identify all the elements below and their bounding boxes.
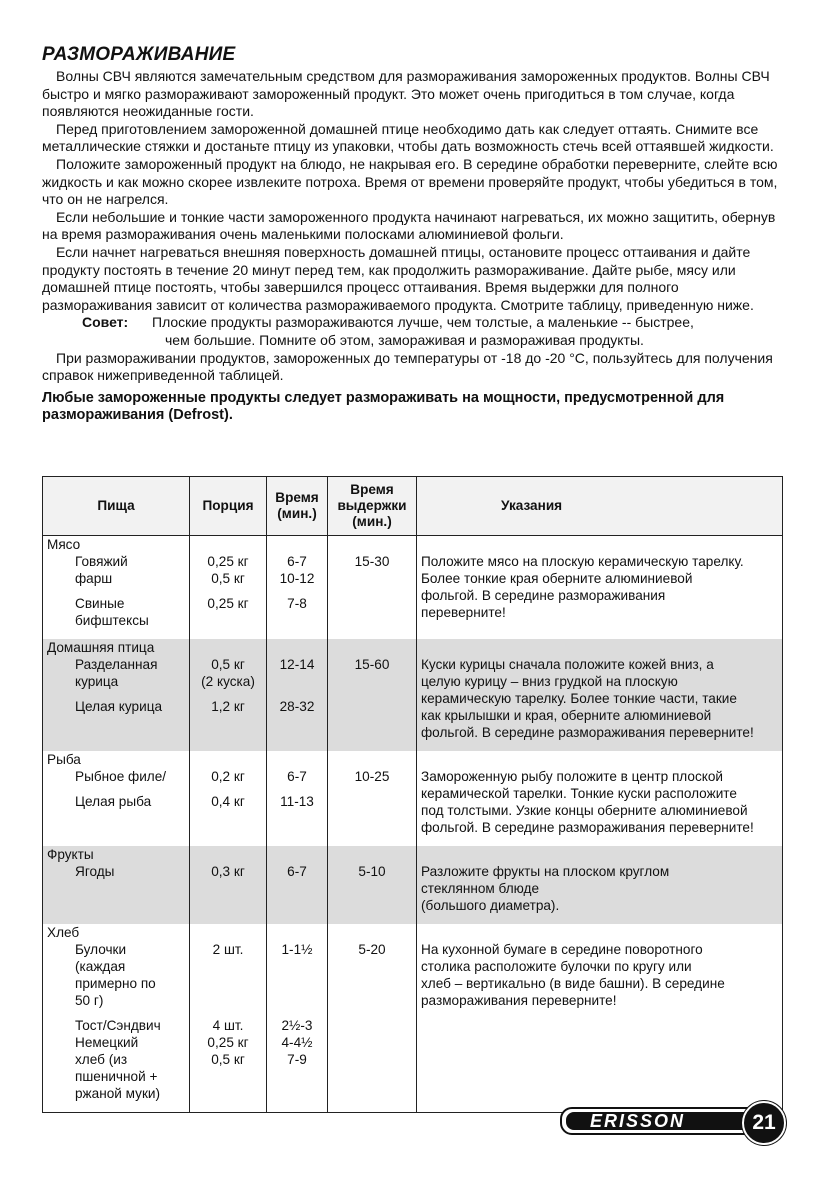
portion-value: 4 шт. bbox=[212, 1018, 244, 1033]
page-number: 21 bbox=[742, 1101, 786, 1145]
food-category: Фрукты bbox=[47, 847, 94, 862]
paragraph-4: Если небольшие и тонкие части замороженного продукта начинают нагреваться, их можно защитить, обернув на время размораживания очень маленькими полосками алюминиевой фольги. bbox=[42, 208, 776, 243]
time-value: 6-7 bbox=[287, 769, 307, 784]
cell-hint bbox=[417, 751, 783, 846]
cell-food bbox=[43, 846, 190, 924]
time-value: 2½-3 bbox=[281, 1018, 313, 1033]
cell-hold bbox=[328, 536, 417, 640]
hint-line: Куски курицы сначала положите кожей вниз, а bbox=[421, 657, 714, 672]
hint-line: хлеб – вертикально (в виде башни). В середине bbox=[421, 976, 725, 991]
hint-line: На кухонной бумаге в середине поворотного bbox=[421, 942, 703, 957]
cell-time bbox=[267, 639, 328, 751]
tip-text bbox=[152, 314, 782, 349]
cell-food bbox=[43, 924, 190, 1113]
time-value: 11-13 bbox=[280, 794, 314, 809]
hint-line: под толстыми. Узкие концы оберните алюминиевой bbox=[421, 803, 748, 818]
hint-line: керамическую тарелку. Более тонкие части, такие bbox=[421, 691, 737, 706]
food-name: бифштексы bbox=[75, 613, 149, 628]
hint-line: Замороженную рыбу положите в центр плоской bbox=[421, 769, 724, 784]
hint-line: (большого диаметра). bbox=[421, 898, 560, 913]
cell-hold bbox=[328, 639, 417, 751]
cell-hold bbox=[328, 751, 417, 846]
cell-portion bbox=[190, 924, 267, 1113]
hint-line: Более тонкие края оберните алюминиевой bbox=[421, 571, 693, 586]
portion-value: 0,5 кг bbox=[211, 1052, 245, 1067]
food-name: хлеб (из bbox=[75, 1052, 128, 1067]
hold-value: 5-10 bbox=[358, 864, 386, 879]
food-name: Разделанная bbox=[75, 657, 158, 672]
page-content bbox=[42, 44, 782, 424]
portion-value: 0,25 кг bbox=[207, 554, 249, 569]
food-name: Немецкий bbox=[75, 1035, 139, 1050]
hint-line: керамической тарелки. Тонкие куски расположите bbox=[421, 786, 737, 801]
hint-line: как крылышки и края, оберните алюминиевой bbox=[421, 708, 712, 723]
cell-hold bbox=[328, 846, 417, 924]
food-category: Мясо bbox=[47, 537, 81, 552]
time-value: 6-7 bbox=[287, 554, 307, 569]
defrost-power-note: Любые замороженные продукты следует размораживать на мощности, предусмотренной для размораживания (Defrost). bbox=[42, 389, 725, 423]
food-name: ржаной муки) bbox=[75, 1086, 161, 1101]
cell-hint bbox=[417, 846, 783, 924]
cell-portion bbox=[190, 639, 267, 751]
cell-hint bbox=[417, 536, 783, 640]
food-name: примерно по bbox=[75, 976, 156, 991]
cell-hint bbox=[417, 924, 783, 1113]
food-name: (каждая bbox=[75, 959, 126, 974]
paragraph-5: Если начнет нагреваться внешняя поверхность домашней птицы, остановите процесс оттаивания и дайте продукту постоять в течение 20 минут перед тем, как продолжить размораживание. Дайте рыбе, мясу или домашней птице постоять, чтобы завершился процесс оттаивания. Время выдержки для полного размораживания зависит от количества размораживаемого продукта. Смотрите таблицу, приведенную ниже. bbox=[42, 243, 754, 313]
brand-logo: ERISSON bbox=[590, 1111, 686, 1131]
food-name: Тост/Сэндвич bbox=[75, 1018, 161, 1033]
cell-hold bbox=[328, 924, 417, 1113]
food-category: Хлеб bbox=[47, 925, 80, 940]
food-name: курица bbox=[75, 674, 119, 689]
portion-value: 0,25 кг bbox=[207, 596, 249, 611]
food-name: Ягоды bbox=[75, 864, 115, 879]
food-name: Целая курица bbox=[75, 699, 163, 714]
food-name: Булочки bbox=[75, 942, 127, 957]
page-title: РАЗМОРАЖИВАНИЕ bbox=[42, 44, 236, 65]
time-value: 1-1½ bbox=[281, 942, 313, 957]
cell-time bbox=[267, 751, 328, 846]
table-row bbox=[43, 639, 783, 751]
portion-value: 0,5 кг bbox=[211, 657, 245, 672]
time-value: 7-9 bbox=[287, 1052, 307, 1067]
tip-label: Совет: bbox=[82, 314, 129, 331]
header-food: Пища bbox=[43, 477, 190, 536]
hint-line: фольгой. В середине размораживания переверните! bbox=[421, 725, 754, 740]
defrost-table bbox=[42, 476, 783, 1113]
header-hints: Указания bbox=[417, 477, 783, 536]
table-header-row bbox=[43, 477, 783, 536]
portion-value: 0,2 кг bbox=[211, 769, 245, 784]
cell-portion bbox=[190, 846, 267, 924]
header-time: Время (мин.) bbox=[267, 477, 328, 536]
food-category: Домашняя птица bbox=[47, 640, 155, 655]
food-name: Рыбное филе/ bbox=[75, 769, 167, 784]
time-value: 6-7 bbox=[287, 864, 307, 879]
hold-value: 15-60 bbox=[354, 657, 390, 672]
cell-portion bbox=[190, 751, 267, 846]
table-row bbox=[43, 536, 783, 640]
cell-food bbox=[43, 751, 190, 846]
cell-portion bbox=[190, 536, 267, 640]
portion-value: 1,2 кг bbox=[211, 699, 245, 714]
paragraph-2: Перед приготовлением замороженной домашней птице необходимо дать как следует оттаять. Снимите все металлические стяжки и достаньте птицу из упаковки, чтобы дать возможность стечь всей оттаявшей жидкости. bbox=[42, 120, 774, 155]
tip-line-1: Плоские продукты размораживаются лучше, чем толстые, а маленькие -- быстрее, bbox=[152, 314, 694, 331]
portion-value: 2 шт. bbox=[212, 942, 244, 957]
food-name: Целая рыба bbox=[75, 794, 152, 809]
table-row bbox=[43, 846, 783, 924]
portion-value: 0,5 кг bbox=[211, 571, 245, 586]
portion-value: (2 куска) bbox=[201, 674, 255, 689]
time-value: 7-8 bbox=[287, 596, 307, 611]
paragraph-3: Положите замороженный продукт на блюдо, не накрывая его. В середине обработки переверните, слейте всю жидкость и как можно скорее извлеките потроха. Время от времени проверяйте продукт, чтобы убедиться в том, что он не нагрелся. bbox=[42, 155, 778, 208]
brand-bar bbox=[560, 1107, 764, 1135]
hint-line: фольгой. В середине размораживания переверните! bbox=[421, 820, 754, 835]
cell-food bbox=[43, 536, 190, 640]
food-category: Рыба bbox=[47, 752, 81, 767]
time-value: 10-12 bbox=[279, 571, 315, 586]
hint-line: размораживания переверните! bbox=[421, 993, 617, 1008]
cell-time bbox=[267, 924, 328, 1113]
hint-line: стеклянном блюде bbox=[421, 881, 540, 896]
hint-line: переверните! bbox=[421, 605, 506, 620]
hold-value: 5-20 bbox=[358, 942, 386, 957]
footer bbox=[560, 1101, 786, 1141]
paragraph-after-tip: При размораживании продуктов, замороженных до температуры от -18 до -20 °C, пользуйтесь для получения справок нижеприведенной таблицей. bbox=[42, 349, 773, 384]
hint-line: столика расположите булочки по кругу или bbox=[421, 959, 692, 974]
portion-value: 0,4 кг bbox=[211, 794, 245, 809]
tip-block bbox=[42, 314, 782, 349]
portion-value: 0,25 кг bbox=[207, 1035, 249, 1050]
hold-value: 10-25 bbox=[354, 769, 390, 784]
time-value: 12-14 bbox=[279, 657, 315, 672]
cell-time bbox=[267, 846, 328, 924]
portion-value: 0,3 кг bbox=[211, 864, 245, 879]
cell-hint bbox=[417, 639, 783, 751]
table-row bbox=[43, 751, 783, 846]
table-body bbox=[43, 536, 783, 1113]
food-name: Говяжий bbox=[75, 554, 128, 569]
paragraph-1: Волны СВЧ являются замечательным средством для размораживания замороженных продуктов. Волны СВЧ быстро и мягко размораживают замороженный продукт. Это может очень пригодиться в том случае, когда появляются неожиданные гости. bbox=[42, 68, 770, 120]
cell-food bbox=[43, 639, 190, 751]
hold-value: 15-30 bbox=[354, 554, 390, 569]
hint-line: целую курицу – вниз грудкой на плоскую bbox=[421, 674, 678, 689]
hint-line: фольгой. В середине размораживания bbox=[421, 588, 666, 603]
food-name: пшеничной + bbox=[75, 1069, 158, 1084]
food-name: 50 г) bbox=[75, 993, 104, 1008]
time-value: 4-4½ bbox=[281, 1035, 313, 1050]
time-value: 28-32 bbox=[279, 699, 315, 714]
header-portion: Порция bbox=[190, 477, 267, 536]
food-name: Свиные bbox=[75, 596, 125, 611]
table-row bbox=[43, 924, 783, 1113]
tip-line-2: чем большие. Помните об этом, замораживая и размораживая продукты. bbox=[165, 331, 644, 348]
header-hold: Время выдержки (мин.) bbox=[328, 477, 417, 536]
cell-time bbox=[267, 536, 328, 640]
hint-line: Положите мясо на плоскую керамическую тарелку. bbox=[421, 554, 744, 569]
food-name: фарш bbox=[75, 571, 113, 586]
hint-line: Разложите фрукты на плоском круглом bbox=[421, 864, 670, 879]
